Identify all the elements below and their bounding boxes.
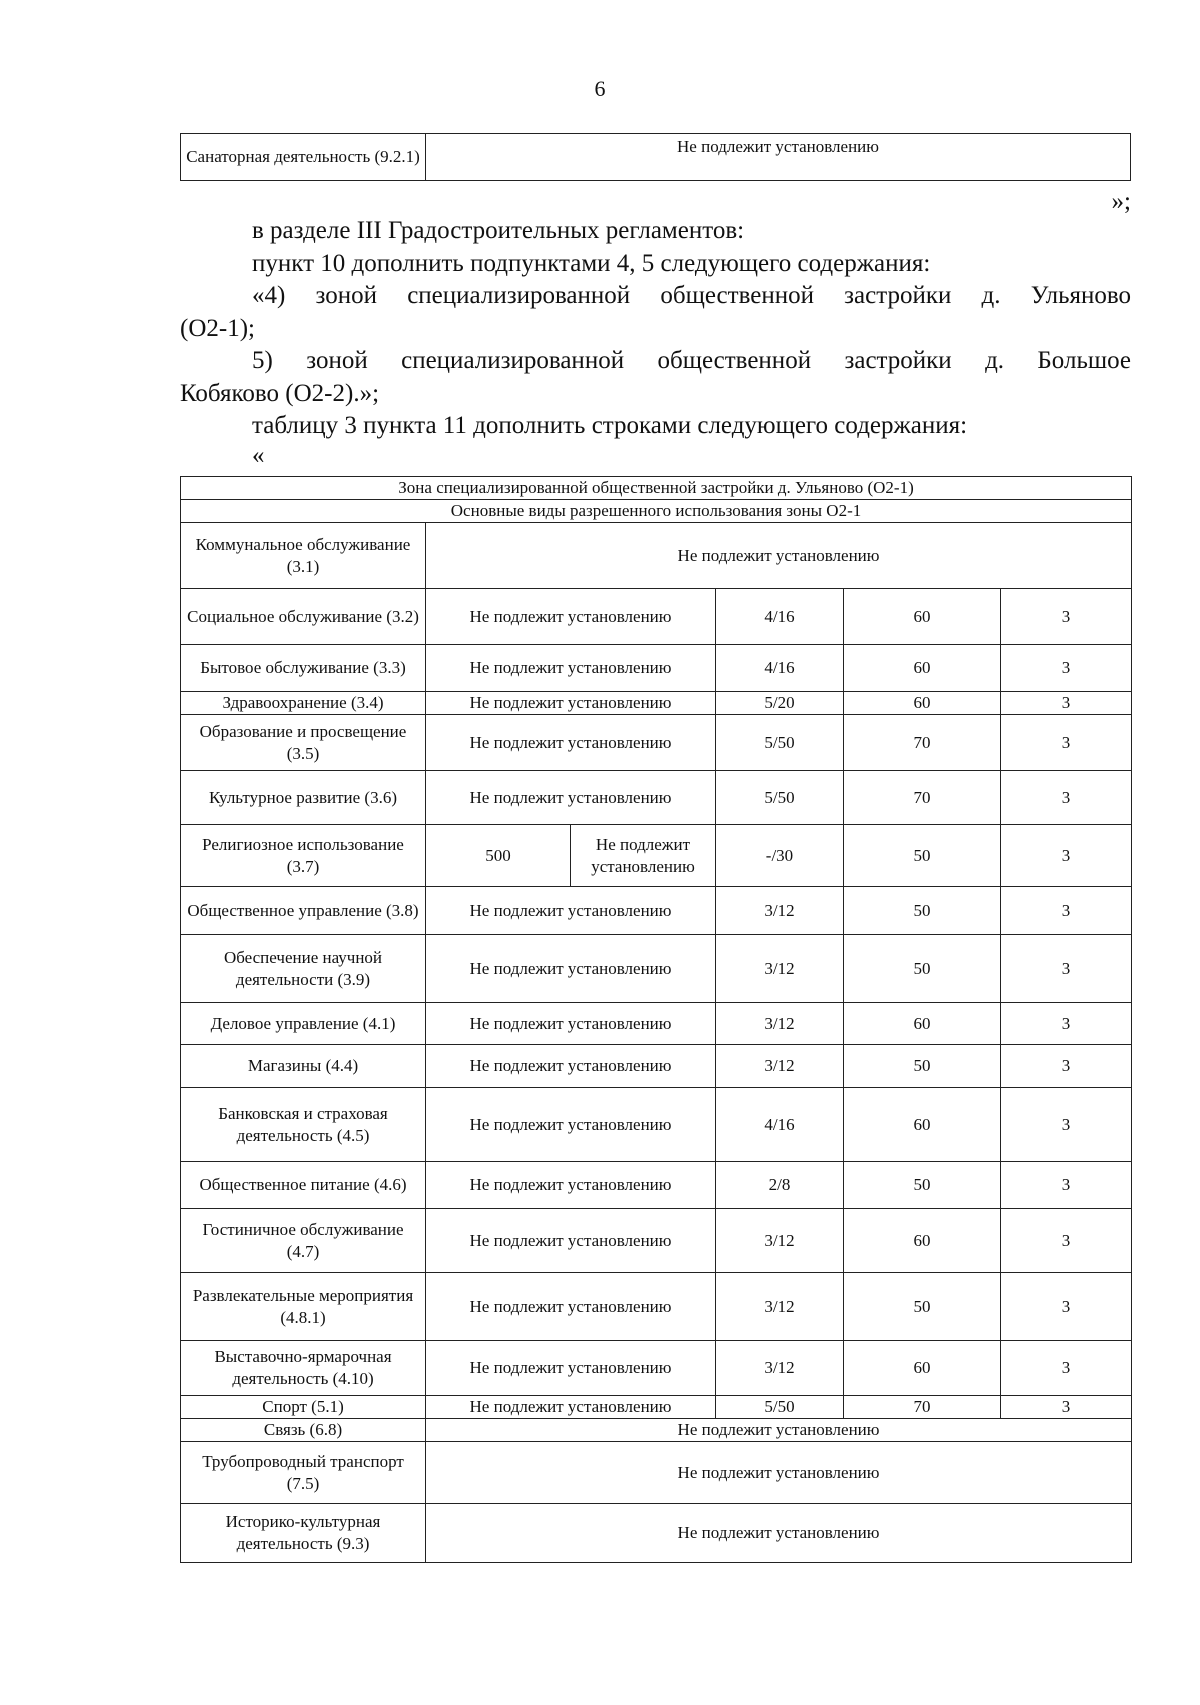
setback: 3 bbox=[1001, 1341, 1132, 1396]
plot-size: Не подлежит установлению bbox=[426, 1396, 716, 1419]
table-row bbox=[181, 1003, 1132, 1045]
coverage-percent: 60 bbox=[844, 1209, 1001, 1273]
floors: 5/50 bbox=[716, 1396, 844, 1419]
floors: 4/16 bbox=[716, 1088, 844, 1162]
merged-value: Не подлежит установлению bbox=[426, 1504, 1132, 1563]
use-name: Банковская и страховая деятельность (4.5) bbox=[181, 1088, 426, 1162]
coverage-percent: 50 bbox=[844, 935, 1001, 1003]
plot-size: Не подлежит установлению bbox=[426, 1003, 716, 1045]
floors: 5/50 bbox=[716, 715, 844, 771]
setback: 3 bbox=[1001, 1273, 1132, 1341]
coverage-percent: 70 bbox=[844, 1396, 1001, 1419]
use-name: Общественное питание (4.6) bbox=[181, 1162, 426, 1209]
table-row bbox=[181, 1045, 1132, 1088]
coverage-percent: 60 bbox=[844, 1088, 1001, 1162]
plot-size: Не подлежит установлению bbox=[426, 589, 716, 645]
use-name: Магазины (4.4) bbox=[181, 1045, 426, 1088]
paragraph: 5) зоной специализированной общественной застройки д. Большое bbox=[252, 347, 1131, 374]
use-name: Общественное управление (3.8) bbox=[181, 887, 426, 935]
floors: 5/50 bbox=[716, 771, 844, 825]
floors: 4/16 bbox=[716, 645, 844, 692]
table-row bbox=[181, 771, 1132, 825]
top-table bbox=[180, 133, 1131, 181]
paragraph: «4) зоной специализированной общественной застройки д. Ульяново bbox=[252, 282, 1131, 309]
table-row bbox=[181, 692, 1132, 715]
closing-quote: »; bbox=[1111, 188, 1131, 215]
use-name: Спорт (5.1) bbox=[181, 1396, 426, 1419]
paragraph: таблицу 3 пункта 11 дополнить строками следующего содержания: bbox=[252, 412, 968, 439]
table-row bbox=[181, 500, 1132, 523]
zone-subtitle: Основные виды разрешенного использования зоны О2-1 bbox=[181, 500, 1132, 523]
zone-title: Зона специализированной общественной застройки д. Ульяново (О2-1) bbox=[181, 477, 1132, 500]
use-name: Социальное обслуживание (3.2) bbox=[181, 589, 426, 645]
setback: 3 bbox=[1001, 935, 1132, 1003]
plot-size: Не подлежит установлению bbox=[426, 1341, 716, 1396]
min-size: 500 bbox=[426, 825, 571, 887]
table-row bbox=[181, 715, 1132, 771]
merged-value: Не подлежит установлению bbox=[426, 1419, 1132, 1442]
setback: 3 bbox=[1001, 645, 1132, 692]
setback: 3 bbox=[1001, 1209, 1132, 1273]
coverage-percent: 60 bbox=[844, 1003, 1001, 1045]
table-row bbox=[181, 645, 1132, 692]
setback: 3 bbox=[1001, 589, 1132, 645]
table-row bbox=[181, 1442, 1132, 1504]
table-row bbox=[181, 589, 1132, 645]
use-name: Развлекательные мероприятия (4.8.1) bbox=[181, 1273, 426, 1341]
coverage-percent: 50 bbox=[844, 1162, 1001, 1209]
setback: 3 bbox=[1001, 1088, 1132, 1162]
setback: 3 bbox=[1001, 1003, 1132, 1045]
table-row bbox=[181, 887, 1132, 935]
floors: 3/12 bbox=[716, 1209, 844, 1273]
amendment-text bbox=[180, 215, 1131, 469]
use-name: Обеспечение научной деятельности (3.9) bbox=[181, 935, 426, 1003]
table-row bbox=[181, 1504, 1132, 1563]
table-row bbox=[181, 935, 1132, 1003]
use-name: Здравоохранение (3.4) bbox=[181, 692, 426, 715]
zone-table bbox=[180, 476, 1132, 1563]
use-name: Бытовое обслуживание (3.3) bbox=[181, 645, 426, 692]
plot-size: Не подлежит установлению bbox=[426, 1273, 716, 1341]
paragraph: пункт 10 дополнить подпунктами 4, 5 следующего содержания: bbox=[252, 249, 931, 277]
plot-size: Не подлежит установлению bbox=[426, 887, 716, 935]
setback: 3 bbox=[1001, 887, 1132, 935]
floors: 3/12 bbox=[716, 935, 844, 1003]
setback: 3 bbox=[1001, 771, 1132, 825]
table-row bbox=[181, 134, 1131, 181]
use-name: Трубопроводный транспорт (7.5) bbox=[181, 1442, 426, 1504]
plot-size: Не подлежит установлению bbox=[426, 935, 716, 1003]
use-name: Образование и просвещение (3.5) bbox=[181, 715, 426, 771]
coverage-percent: 60 bbox=[844, 1341, 1001, 1396]
table-row bbox=[181, 1341, 1132, 1396]
coverage-percent: 60 bbox=[844, 589, 1001, 645]
setback: 3 bbox=[1001, 1045, 1132, 1088]
coverage-percent: 70 bbox=[844, 715, 1001, 771]
page-number: 6 bbox=[594, 76, 606, 101]
paragraph: в разделе III Градостроительных регламентов: bbox=[252, 217, 745, 244]
table-row bbox=[181, 1419, 1132, 1442]
plot-size: Не подлежит установлению bbox=[426, 692, 716, 715]
setback: 3 bbox=[1001, 1162, 1132, 1209]
table-row bbox=[181, 1396, 1132, 1419]
floors: 3/12 bbox=[716, 1003, 844, 1045]
use-name-cell: Санаторная деятельность (9.2.1) bbox=[181, 134, 426, 181]
opening-quote: « bbox=[252, 441, 265, 469]
setback: 3 bbox=[1001, 825, 1132, 887]
paragraph: (О2-1); bbox=[180, 314, 255, 342]
plot-size: Не подлежит установлению bbox=[426, 1088, 716, 1162]
use-name: Связь (6.8) bbox=[181, 1419, 426, 1442]
coverage-percent: 50 bbox=[844, 887, 1001, 935]
floors: 5/20 bbox=[716, 692, 844, 715]
coverage-percent: 50 bbox=[844, 1273, 1001, 1341]
table-row bbox=[181, 1273, 1132, 1341]
setback: 3 bbox=[1001, 715, 1132, 771]
coverage-percent: 60 bbox=[844, 645, 1001, 692]
floors: 4/16 bbox=[716, 589, 844, 645]
table-row bbox=[181, 1088, 1132, 1162]
table-row bbox=[181, 1162, 1132, 1209]
plot-size: Не подлежит установлению bbox=[426, 1045, 716, 1088]
use-name: Религиозное использование (3.7) bbox=[181, 825, 426, 887]
table-row bbox=[181, 825, 1132, 887]
coverage-percent: 70 bbox=[844, 771, 1001, 825]
floors: 3/12 bbox=[716, 887, 844, 935]
setback: 3 bbox=[1001, 692, 1132, 715]
coverage-percent: 50 bbox=[844, 825, 1001, 887]
value-cell: Не подлежит установлению bbox=[426, 134, 1131, 181]
floors: 3/12 bbox=[716, 1341, 844, 1396]
coverage-percent: 50 bbox=[844, 1045, 1001, 1088]
merged-value: Не подлежит установлению bbox=[426, 523, 1132, 589]
use-name: Гостиничное обслуживание (4.7) bbox=[181, 1209, 426, 1273]
table-row bbox=[181, 523, 1132, 589]
table-row bbox=[181, 477, 1132, 500]
plot-size: Не подлежит установлению bbox=[426, 771, 716, 825]
floors: 3/12 bbox=[716, 1045, 844, 1088]
max-size: Не подлежит установлению bbox=[571, 825, 716, 887]
merged-value: Не подлежит установлению bbox=[426, 1442, 1132, 1504]
paragraph: Кобяково (О2-2).»; bbox=[180, 379, 380, 407]
use-name: Историко-культурная деятельность (9.3) bbox=[181, 1504, 426, 1563]
table-row bbox=[181, 1209, 1132, 1273]
use-name: Выставочно-ярмарочная деятельность (4.10) bbox=[181, 1341, 426, 1396]
floors: 2/8 bbox=[716, 1162, 844, 1209]
plot-size: Не подлежит установлению bbox=[426, 1162, 716, 1209]
floors: 3/12 bbox=[716, 1273, 844, 1341]
floors: -/30 bbox=[716, 825, 844, 887]
plot-size: Не подлежит установлению bbox=[426, 715, 716, 771]
use-name: Коммунальное обслуживание (3.1) bbox=[181, 523, 426, 589]
use-name: Деловое управление (4.1) bbox=[181, 1003, 426, 1045]
coverage-percent: 60 bbox=[844, 692, 1001, 715]
use-name: Культурное развитие (3.6) bbox=[181, 771, 426, 825]
setback: 3 bbox=[1001, 1396, 1132, 1419]
plot-size: Не подлежит установлению bbox=[426, 1209, 716, 1273]
plot-size: Не подлежит установлению bbox=[426, 645, 716, 692]
